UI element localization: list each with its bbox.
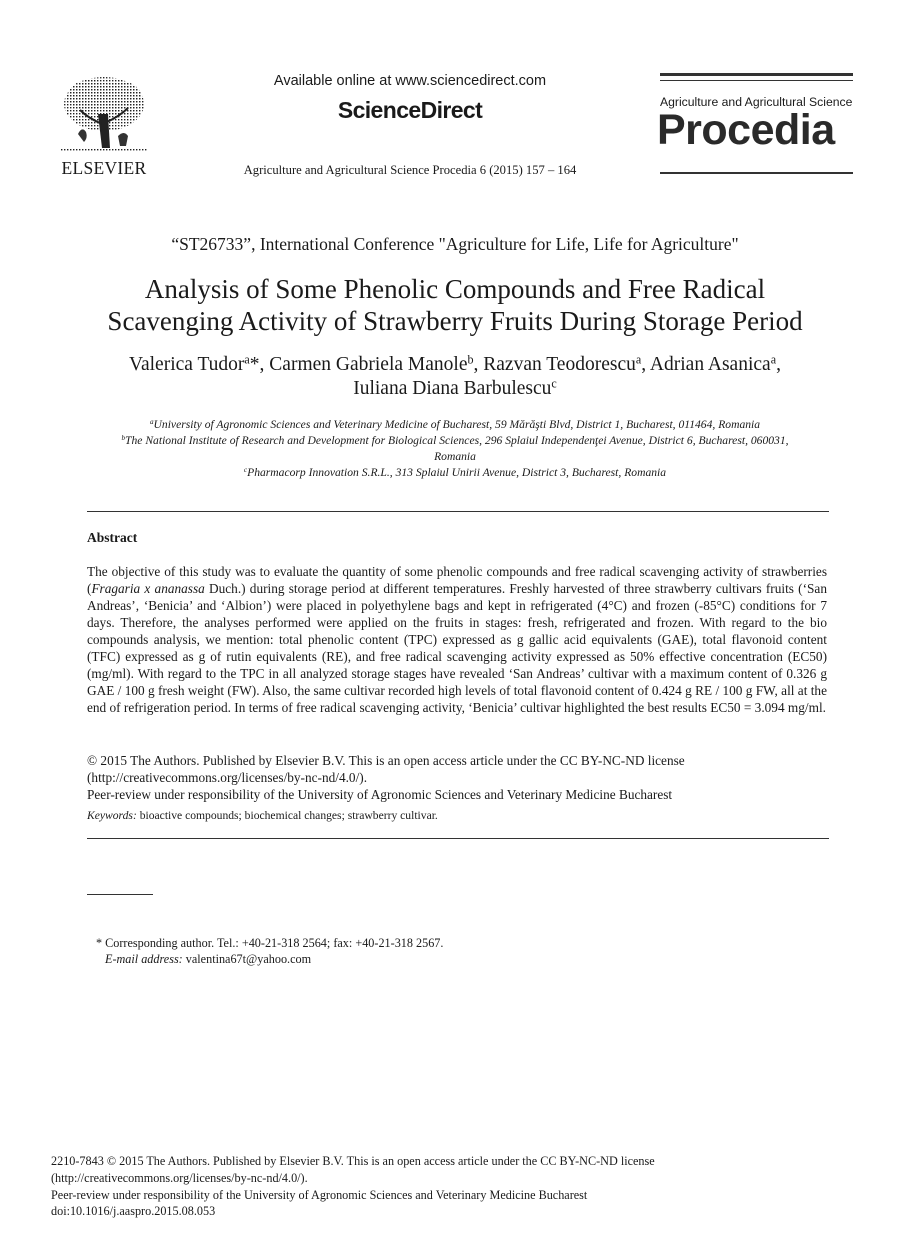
affiliation-marker: b	[121, 434, 126, 443]
affiliation-marker: a	[244, 352, 250, 367]
affiliation-marker: c	[243, 466, 248, 475]
email-label: E-mail address:	[105, 952, 183, 966]
procedia-rule-top	[660, 73, 853, 76]
author-name: Razvan Teodorescu	[483, 354, 636, 375]
procedia-rule-top-thin	[660, 80, 853, 81]
author-separator: ,	[641, 354, 650, 375]
email-address[interactable]: valentina67t@yahoo.com	[182, 952, 312, 966]
conference-name: “ST26733”, International Conference "Agriculture for Life, Life for Agriculture"	[171, 234, 739, 254]
procedia-logo: Procedia	[657, 106, 835, 154]
copyright-notice	[87, 752, 829, 803]
species-name: Fragaria x ananassa	[91, 581, 205, 597]
footer-peer-review: Peer-review under responsibility of the University of Agronomic Sciences and Veterinary Medicine Bucharest	[51, 1187, 588, 1202]
section-divider-top	[87, 511, 829, 512]
affiliation-marker: a	[635, 352, 642, 367]
affiliation-marker: a	[149, 418, 154, 427]
peer-review-note: Peer-review under responsibility of the University of Agronomic Sciences and Veterinary Medicine Bucharest	[87, 787, 673, 802]
corresponding-author-note: * Corresponding author. Tel.: +40-21-318 2564; fax: +40-21-318 2567.	[96, 936, 444, 950]
footer-doi[interactable]: doi:10.1016/j.aaspro.2015.08.053	[51, 1204, 216, 1219]
affiliation-marker: b	[467, 352, 474, 367]
author-separator: *,	[249, 354, 270, 375]
tree-engraving-icon	[58, 74, 150, 156]
footnote-divider	[87, 894, 153, 895]
author-name: Adrian Asanica	[649, 354, 771, 375]
affiliation-b-continued: Romania	[434, 450, 476, 463]
page-footer	[51, 1153, 871, 1220]
abstract-text-part: Duch.) during storage period at different temperatures. Freshly harvested of three strawberry cultivars fruits (‘San Andreas’, ‘Benicia’ and ‘Albion’) were placed in polyethylene bags and kept in refrigerated (4°C) and frozen (-85°C) conditions for 7 days. Therefore, the analyses performed were applied on the fruits in stages: fresh, refrigerated and frozen. With regard to the bio compounds analysis, we mention: total phenolic content (TPC) expressed as g gallic acid equivalents (GAE), total flavonoid content (TFC) expressed as g of rutin equivalents (RE), and free radical scavenging activity expressed as 50% effective concentration (EC50) (mg/ml). With regard to the TPC in all analyzed storage stages have revealed ‘San Andreas’ cultivar with a maximum content of 0.326 g GAE / 100 g fresh weight (FW). Also, the same cultivar recorded high levels of total flavonoid content of 0.424 g RE / 100 g FW, all at the end of refrigeration period. In terms of free radical scavenging activity, ‘Benicia’ cultivar highlighted the best results EC50 = 3.094 mg/ml.	[87, 581, 827, 716]
footer-copyright: 2210-7843 © 2015 The Authors. Published by Elsevier B.V. This is an open access article under the CC BY-NC-ND license	[51, 1154, 655, 1168]
affiliation-b	[80, 434, 830, 447]
article-title-line-1: Analysis of Some Phenolic Compounds and Free Radical	[144, 274, 766, 304]
procedia-rule-bottom	[660, 172, 853, 174]
sciencedirect-logo: ScienceDirect	[337, 97, 483, 123]
author-name: Iuliana Diana Barbulescu	[353, 378, 552, 399]
affiliation-marker: c	[551, 376, 557, 391]
elsevier-wordmark: ELSEVIER	[61, 158, 147, 178]
author-separator: ,	[776, 354, 781, 375]
keywords	[87, 809, 438, 822]
affiliation-a	[80, 418, 830, 431]
section-divider-bottom	[87, 838, 829, 839]
affiliation-text: The National Institute of Research and Development for Biological Sciences, 296 Splaiul Independenţei Avenue, District 6, Bucharest, 060031,	[125, 434, 789, 447]
affiliation-c	[80, 466, 830, 479]
abstract-heading: Abstract	[87, 530, 138, 545]
affiliation-marker: a	[770, 352, 777, 367]
footer-license-link[interactable]: (http://creativecommons.org/licenses/by-nc-nd/4.0/).	[51, 1170, 308, 1185]
journal-citation: Agriculture and Agricultural Science Procedia 6 (2015) 157 – 164	[243, 163, 577, 177]
author-name: Valerica Tudor	[129, 354, 245, 375]
license-link[interactable]: (http://creativecommons.org/licenses/by-nc-nd/4.0/).	[87, 770, 368, 785]
abstract-paragraph	[87, 563, 827, 716]
affiliation-text: University of Agronomic Sciences and Veterinary Medicine of Bucharest, 59 Mărăşti Blvd, District 1, Bucharest, 011464, Romania	[153, 418, 761, 431]
affiliation-text: Pharmacorp Innovation S.R.L., 313 Splaiul Unirii Avenue, District 3, Bucharest, Romania	[247, 466, 667, 479]
keywords-list: bioactive compounds; biochemical changes; strawberry cultivar.	[136, 809, 438, 822]
keywords-label: Keywords:	[87, 809, 137, 822]
author-separator: ,	[473, 354, 484, 375]
abstract-text-part: The objective of this study was to evaluate the quantity of some phenolic compounds and free radical scavenging activity of strawberries (	[87, 564, 827, 597]
author-name: Carmen Gabriela Manole	[269, 354, 468, 375]
article-title-line-2: Scavenging Activity of Strawberry Fruits During Storage Period	[107, 306, 803, 336]
copyright-line: © 2015 The Authors. Published by Elsevier B.V. This is an open access article under the CC BY-NC-ND license	[87, 753, 685, 768]
author-list-line-2	[40, 378, 870, 400]
available-online-text: Available online at www.sciencedirect.com	[273, 73, 547, 89]
author-list	[40, 354, 870, 376]
email-note	[105, 952, 311, 967]
procedia-journal-subtitle: Agriculture and Agricultural Science	[660, 95, 853, 109]
